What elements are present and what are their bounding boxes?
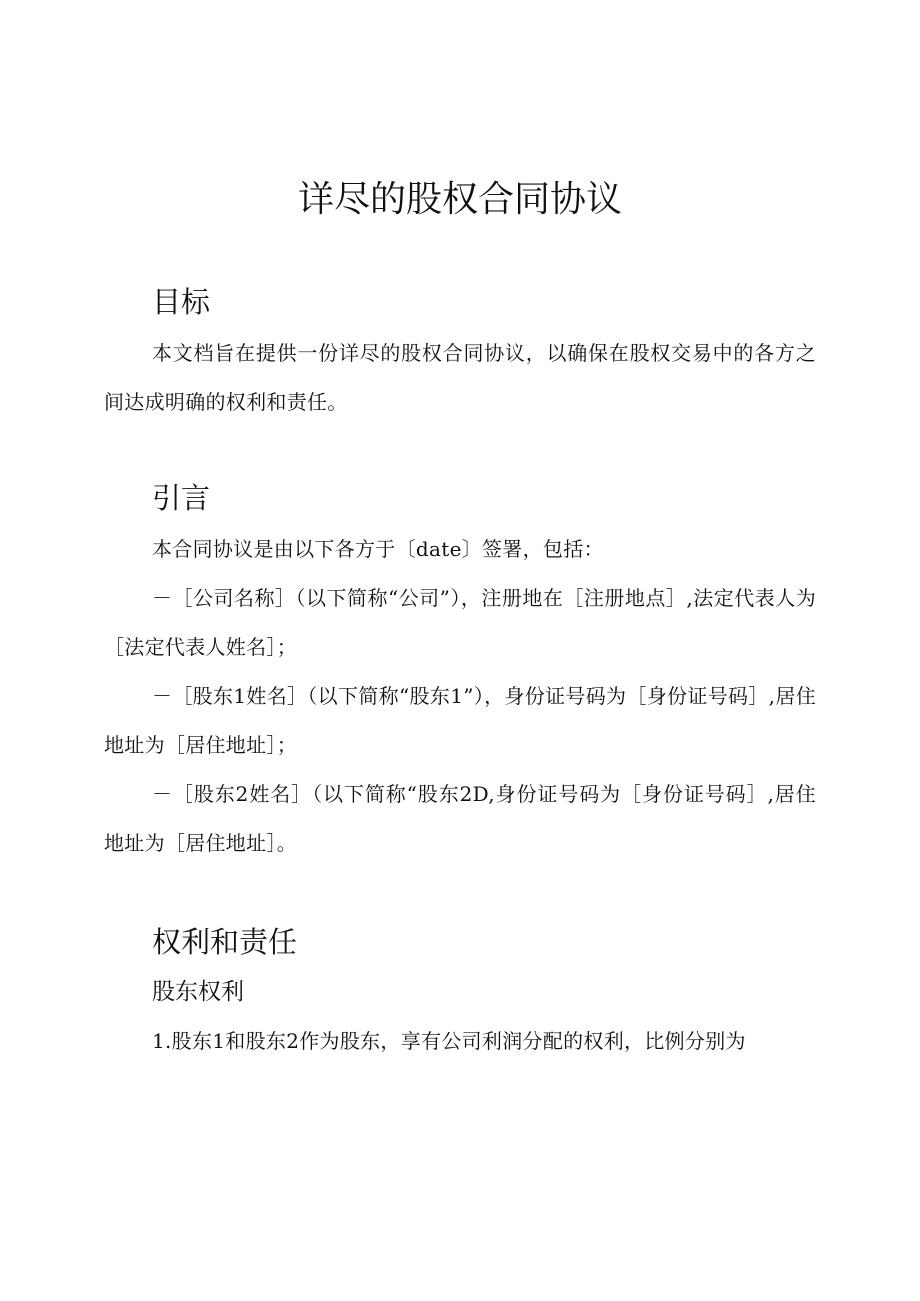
goal-paragraph: 本文档旨在提供一份详尽的股权合同协议，以确保在股权交易中的各方之间达成明确的权利和责任。: [104, 341, 816, 414]
section-heading-rights: 权利和责任: [152, 925, 298, 959]
intro-paragraph-1: 本合同协议是由以下各方于〔date〕签署，包括：: [152, 537, 604, 561]
intro-party-company: －［公司名称］（以下简称“公司”），注册地在［注册地点］,法定代表人为［法定代表人姓名］；: [104, 586, 816, 659]
document-title: 详尽的股权合同协议: [297, 179, 622, 220]
section-heading-goal: 目标: [152, 285, 211, 319]
rights-paragraph-1: 1.股东1和股东2作为股东，享有公司利润分配的权利，比例分别为: [152, 1029, 746, 1053]
subsection-heading-shareholder-rights: 股东权利: [152, 979, 244, 1005]
section-heading-intro: 引言: [152, 481, 211, 515]
intro-party-shareholder-2: －［股东2姓名］（以下简称“股东2D,身份证号码为［身份证号码］,居住地址为［居住地址］。: [104, 782, 816, 855]
intro-party-shareholder-1: －［股东1姓名］（以下简称“股东1”），身份证号码为［身份证号码］,居住地址为［居住地址］；: [104, 684, 816, 757]
